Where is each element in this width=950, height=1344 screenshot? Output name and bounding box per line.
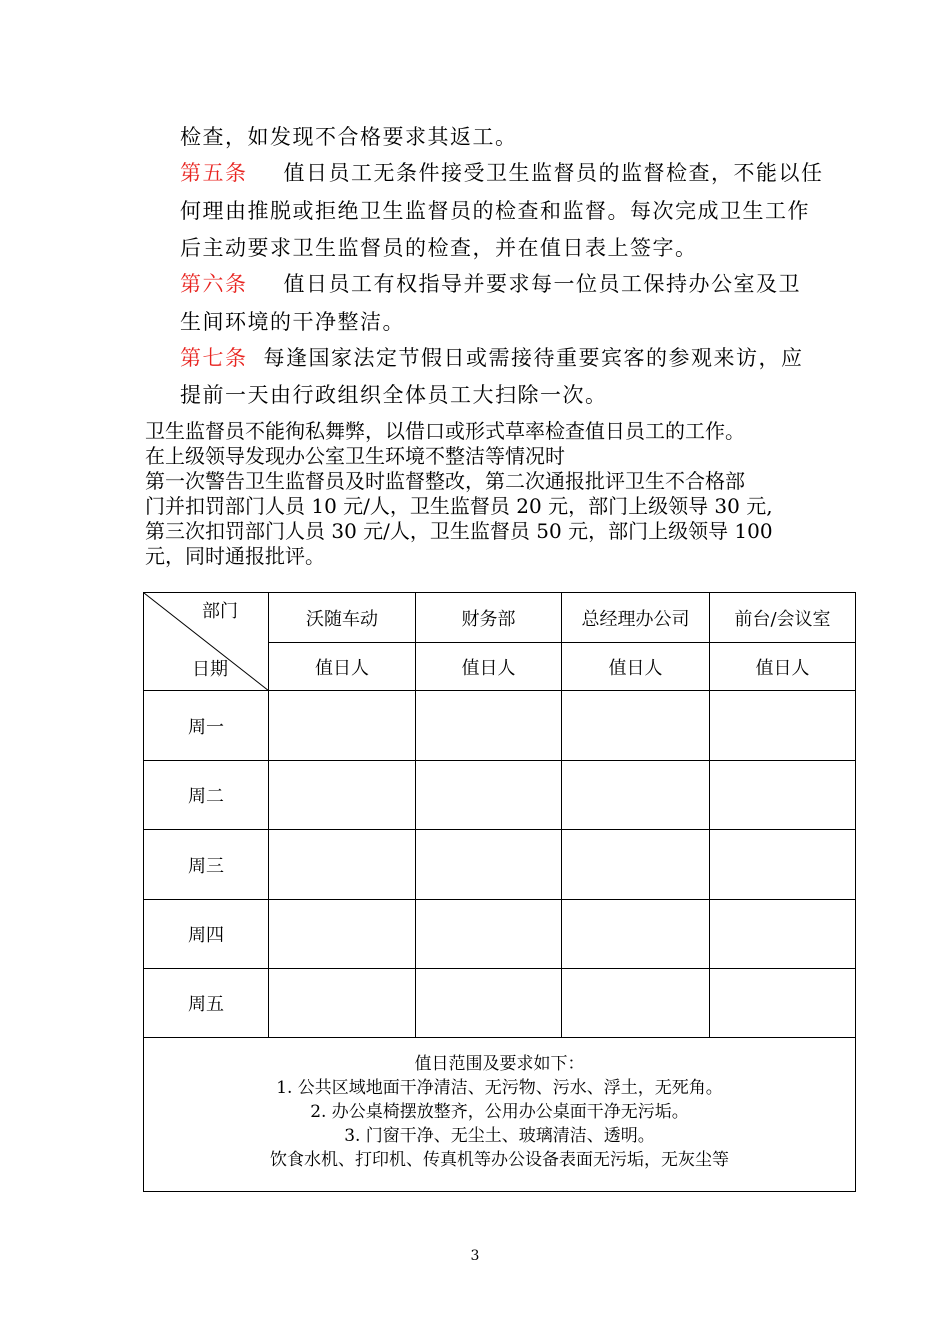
article-7-label: 第七条 xyxy=(180,346,248,370)
table-row xyxy=(144,900,856,969)
day-label: 周五 xyxy=(144,969,269,1038)
article-6-text-1: 值日员工有权指导并要求每一位员工保持办公室及卫 xyxy=(283,272,801,296)
article-7-text-2: 提前一天由行政组织全体员工大扫除一次。 xyxy=(180,383,608,407)
duty-roster-table xyxy=(143,592,856,1192)
requirements-row xyxy=(144,1038,856,1192)
article-6-text-2: 生间环境的干净整洁。 xyxy=(180,310,405,334)
duty-cell[interactable] xyxy=(710,969,856,1038)
article-5-line-3 xyxy=(180,235,698,261)
article-7-line-2 xyxy=(180,382,608,408)
duty-label: 值日人 xyxy=(710,643,856,691)
day-label: 周二 xyxy=(144,761,269,830)
duty-cell[interactable] xyxy=(710,761,856,830)
duty-cell[interactable] xyxy=(710,830,856,900)
duty-cell[interactable] xyxy=(269,761,416,830)
article-5-text-2: 何理由推脱或拒绝卫生监督员的检查和监督。每次完成卫生工作 xyxy=(180,199,810,223)
duty-cell[interactable] xyxy=(710,691,856,761)
table-row xyxy=(144,830,856,900)
paragraph-line xyxy=(180,124,518,150)
requirements-title: 值日范围及要求如下： xyxy=(414,1054,585,1074)
day-label: 周四 xyxy=(144,900,269,969)
article-7-text-1: 每逢国家法定节假日或需接待重要宾客的参观来访，应 xyxy=(263,346,804,370)
duty-label: 值日人 xyxy=(562,643,710,691)
duty-label: 值日人 xyxy=(269,643,416,691)
requirements-cell xyxy=(144,1038,856,1192)
table-header-row xyxy=(144,593,856,643)
rules-line-4: 门并扣罚部门人员 10 元/人，卫生监督员 20 元，部门上级领导 30 元, xyxy=(145,494,773,518)
requirement-item: 饮食水机、打印机、传真机等办公设备表面无污垢，无灰尘等 xyxy=(270,1150,729,1170)
duty-cell[interactable] xyxy=(416,830,562,900)
duty-cell[interactable] xyxy=(416,900,562,969)
article-5-line-2 xyxy=(180,198,810,224)
department-header: 前台/会议室 xyxy=(710,593,856,643)
article-5-text-3: 后主动要求卫生监督员的检查，并在值日表上签字。 xyxy=(180,236,698,260)
rules-line-1: 卫生监督员不能徇私舞弊，以借口或形式草率检查值日员工的工作。 xyxy=(145,419,745,443)
page-number: 3 xyxy=(470,1248,480,1264)
rules-line-5: 第三次扣罚部门人员 30 元/人，卫生监督员 50 元，部门上级领导 100 xyxy=(145,519,773,543)
duty-cell[interactable] xyxy=(562,691,710,761)
corner-header-cell xyxy=(144,593,269,691)
rules-line-2: 在上级领导发现办公室卫生环境不整洁等情况时 xyxy=(145,444,565,468)
duty-cell[interactable] xyxy=(562,830,710,900)
article-7-line-1 xyxy=(180,345,804,371)
requirement-item: 1. 公共区域地面干净清洁、无污物、污水、浮土，无死角。 xyxy=(276,1078,723,1098)
article-5-label: 第五条 xyxy=(180,161,248,185)
rules-line-3: 第一次警告卫生监督员及时监督整改，第二次通报批评卫生不合格部 xyxy=(145,469,745,493)
duty-cell[interactable] xyxy=(562,761,710,830)
department-header: 总经理办公司 xyxy=(562,593,710,643)
duty-cell[interactable] xyxy=(416,761,562,830)
table-row xyxy=(144,691,856,761)
duty-cell[interactable] xyxy=(562,969,710,1038)
duty-cell[interactable] xyxy=(269,900,416,969)
article-5-line-1 xyxy=(180,160,824,186)
duty-cell[interactable] xyxy=(710,900,856,969)
day-label: 周三 xyxy=(144,830,269,900)
article-6-label: 第六条 xyxy=(180,272,248,296)
day-label: 周一 xyxy=(144,691,269,761)
duty-cell[interactable] xyxy=(269,830,416,900)
requirement-item: 2. 办公桌椅摆放整齐，公用办公桌面干净无污垢。 xyxy=(310,1102,689,1122)
department-header: 沃随车动 xyxy=(269,593,416,643)
rules-line-6: 元，同时通报批评。 xyxy=(145,544,325,568)
article-5-text-1: 值日员工无条件接受卫生监督员的监督检查，不能以任 xyxy=(283,161,824,185)
duty-cell[interactable] xyxy=(416,969,562,1038)
duty-cell[interactable] xyxy=(269,969,416,1038)
duty-cell[interactable] xyxy=(562,900,710,969)
corner-label-department: 部门 xyxy=(202,601,238,622)
article-6-line-1 xyxy=(180,271,801,297)
department-header: 财务部 xyxy=(416,593,562,643)
text: 检查，如发现不合格要求其返工。 xyxy=(180,125,518,149)
requirement-item: 3. 门窗干净、无尘土、玻璃清洁、透明。 xyxy=(344,1126,655,1146)
article-6-line-2 xyxy=(180,309,405,335)
duty-label: 值日人 xyxy=(416,643,562,691)
corner-label-date: 日期 xyxy=(192,659,228,680)
table-row xyxy=(144,969,856,1038)
duty-cell[interactable] xyxy=(416,691,562,761)
table-row xyxy=(144,761,856,830)
duty-cell[interactable] xyxy=(269,691,416,761)
